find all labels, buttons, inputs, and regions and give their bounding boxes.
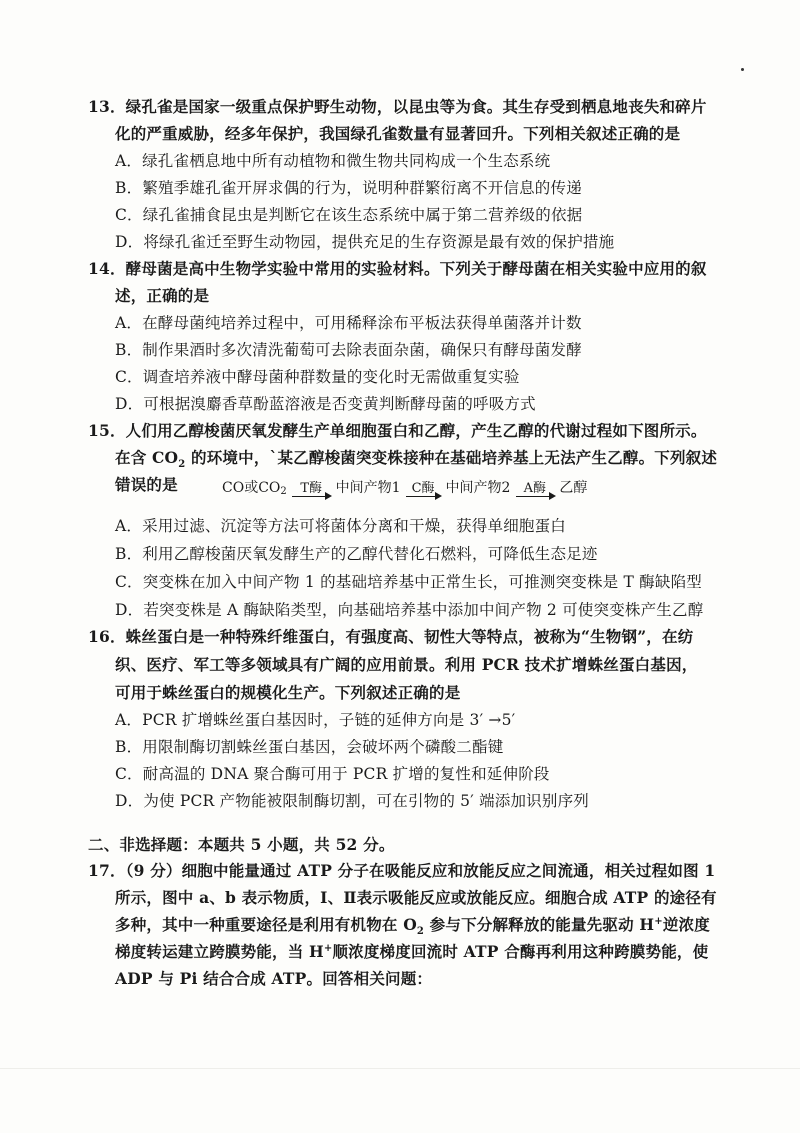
- q15-option-d: D．若突变株是 A 酶缺陷类型，向基础培养基中添加中间产物 2 可使突变株产生乙醇: [115, 601, 704, 619]
- q15-stem-line2: [115, 446, 717, 470]
- pathway-start-text: CO或CO: [222, 480, 281, 496]
- q16-option-a: A．PCR 扩增蛛丝蛋白基因时，子链的延伸方向是 3′ →5′: [115, 711, 516, 729]
- q14-stem-text1: 酵母菌是高中生物学实验中常用的实验材料。下列关于酵母菌在相关实验中应用的叙: [125, 259, 707, 278]
- q14-stem-line1: [88, 257, 707, 279]
- q15-pathway-diagram: [222, 477, 587, 497]
- page-fold-line: [0, 1068, 800, 1069]
- page-speck: [741, 68, 744, 71]
- q13-stem-text1: 绿孔雀是国家一级重点保护野生动物，以昆虫等为食。其生存受到栖息地丧失和碎片: [125, 97, 707, 116]
- q17-line2: 所示，图中 a、b 表示物质，Ⅰ、Ⅱ表示吸能反应或放能反应。细胞合成 ATP 的途径有: [115, 888, 717, 907]
- q16-number: 16．: [88, 627, 126, 646]
- q14-option-a: A．在酵母菌纯培养过程中，可用稀释涂布平板法获得单菌落并计数: [115, 314, 582, 332]
- pathway-end: 乙醇: [559, 480, 588, 496]
- q17-line3-sup: +: [654, 915, 663, 927]
- q14-number: 14．: [88, 259, 126, 278]
- q16-option-d: D．为使 PCR 产物能被限制酶切割，可在引物的 5′ 端添加识别序列: [115, 792, 589, 810]
- q14-option-d: D．可根据溴麝香草酚蓝溶液是否变黄判断酵母菌的呼吸方式: [115, 395, 536, 413]
- pathway-arrow-1: [292, 482, 330, 497]
- q17-line3-c: 逆浓度: [662, 915, 710, 934]
- q17-line4: [115, 940, 708, 962]
- q16-stem-line3: 可用于蛛丝蛋白的规模化生产。下列叙述正确的是: [115, 683, 461, 702]
- q17-line4-a: 梯度转运建立跨膜势能，当 H: [115, 942, 324, 961]
- q14-option-c: C．调查培养液中酵母菌种群数量的变化时无需做重复实验: [115, 368, 520, 386]
- q16-option-b: B．用限制酶切割蛛丝蛋白基因，会破坏两个磷酸二酯键: [115, 738, 504, 756]
- q15-option-b: B．利用乙醇梭菌厌氧发酵生产的乙醇代替化石燃料，可降低生态足迹: [115, 545, 598, 563]
- q16-stem-text1: 蛛丝蛋白是一种特殊纤维蛋白，有强度高、韧性大等特点，被称为“生物钢”，在纺: [125, 627, 694, 646]
- pathway-start: [222, 477, 287, 497]
- q13-option-a: A．绿孔雀栖息地中所有动植物和微生物共同构成一个生态系统: [115, 152, 551, 170]
- q15-stem2-part-b: 的环境中，`某乙醇梭菌突变株接种在基础培养基上无法产生乙醇。下列叙述: [185, 448, 718, 467]
- q13-option-b: B．繁殖季雄孔雀开屏求偶的行为，说明种群繁衍离不开信息的传递: [115, 179, 582, 197]
- q17-line3-a: 多种，其中一种重要途径是利用有机物在 O: [115, 915, 417, 934]
- q17-line5: ADP 与 Pi 结合合成 ATP。回答相关问题：: [115, 969, 433, 988]
- q15-number: 15．: [88, 421, 126, 440]
- pathway-intermediate-2: 中间产物2: [445, 480, 511, 496]
- q16-stem-line1: [88, 625, 693, 647]
- q17-line4-b: 顺浓度梯度回流时 ATP 合酶再利用这种跨膜势能，使: [332, 942, 709, 961]
- q15-option-c: C．突变株在加入中间产物 1 的基础培养基中正常生长，可推测突变株是 T 酶缺陷型: [115, 573, 702, 591]
- pathway-arrow-2: [406, 482, 440, 497]
- enzyme-t-label: T酶: [300, 481, 323, 496]
- pathway-start-sub: 2: [280, 486, 287, 497]
- arrow-shaft-icon: [406, 496, 440, 497]
- q13-stem-line2: 化的严重威胁，经多年保护，我国绿孔雀数量有显著回升。下列相关叙述正确的是: [115, 124, 681, 143]
- q14-stem-line2: 述，正确的是: [115, 286, 210, 305]
- q16-stem-line2: 织、医疗、军工等多领域具有广阔的应用前景。利用 PCR 技术扩增蛛丝蛋白基因，: [115, 655, 698, 674]
- q17-line3-b: 参与下分解释放的能量先驱动 H: [424, 915, 655, 934]
- arrow-shaft-icon: [516, 496, 554, 497]
- q16-option-c: C．耐高温的 DNA 聚合酶可用于 PCR 扩增的复性和延伸阶段: [115, 765, 550, 783]
- enzyme-c-label: C酶: [411, 481, 435, 496]
- arrow-shaft-icon: [292, 496, 330, 497]
- pathway-arrow-3: [516, 482, 554, 497]
- q17-line4-sup: +: [323, 942, 333, 954]
- enzyme-a-label: A酶: [523, 481, 547, 496]
- q13-option-c: C．绿孔雀捕食昆虫是判断它在该生态系统中属于第二营养级的依据: [115, 206, 583, 224]
- pathway-intermediate-1: 中间产物1: [335, 480, 401, 496]
- q15-stem-line3: 错误的是: [115, 475, 178, 494]
- q13-number: 13．: [88, 97, 126, 116]
- q13-stem-line1: [88, 95, 707, 117]
- q13-option-d: D．将绿孔雀迁至野生动物园，提供充足的生存资源是最有效的保护措施: [115, 233, 615, 251]
- q15-stem-text1: 人们用乙醇梭菌厌氧发酵生产单细胞蛋白和乙醇，产生乙醇的代谢过程如下图所示。: [125, 421, 707, 440]
- q17-number: 17．: [88, 861, 126, 880]
- q15-stem-line1: [88, 419, 707, 441]
- q17-line3-sub: 2: [416, 926, 425, 938]
- q17-line1: [88, 859, 715, 881]
- q15-option-a: A．采用过滤、沉淀等方法可将菌体分离和干燥，获得单细胞蛋白: [115, 517, 566, 535]
- section-2-heading: 二、非选择题：本题共 5 小题，共 52 分。: [88, 835, 395, 854]
- q15-stem2-part-a: 在含 CO: [115, 448, 179, 467]
- q14-option-b: B．制作果酒时多次清洗葡萄可去除表面杂菌，确保只有酵母菌发酵: [115, 341, 582, 359]
- q17-text1: （9 分）细胞中能量通过 ATP 分子在吸能反应和放能反应之间流通，相关过程如图 1: [125, 861, 716, 880]
- q15-stem2-subscript: 2: [178, 459, 186, 471]
- q17-line3: [115, 913, 710, 937]
